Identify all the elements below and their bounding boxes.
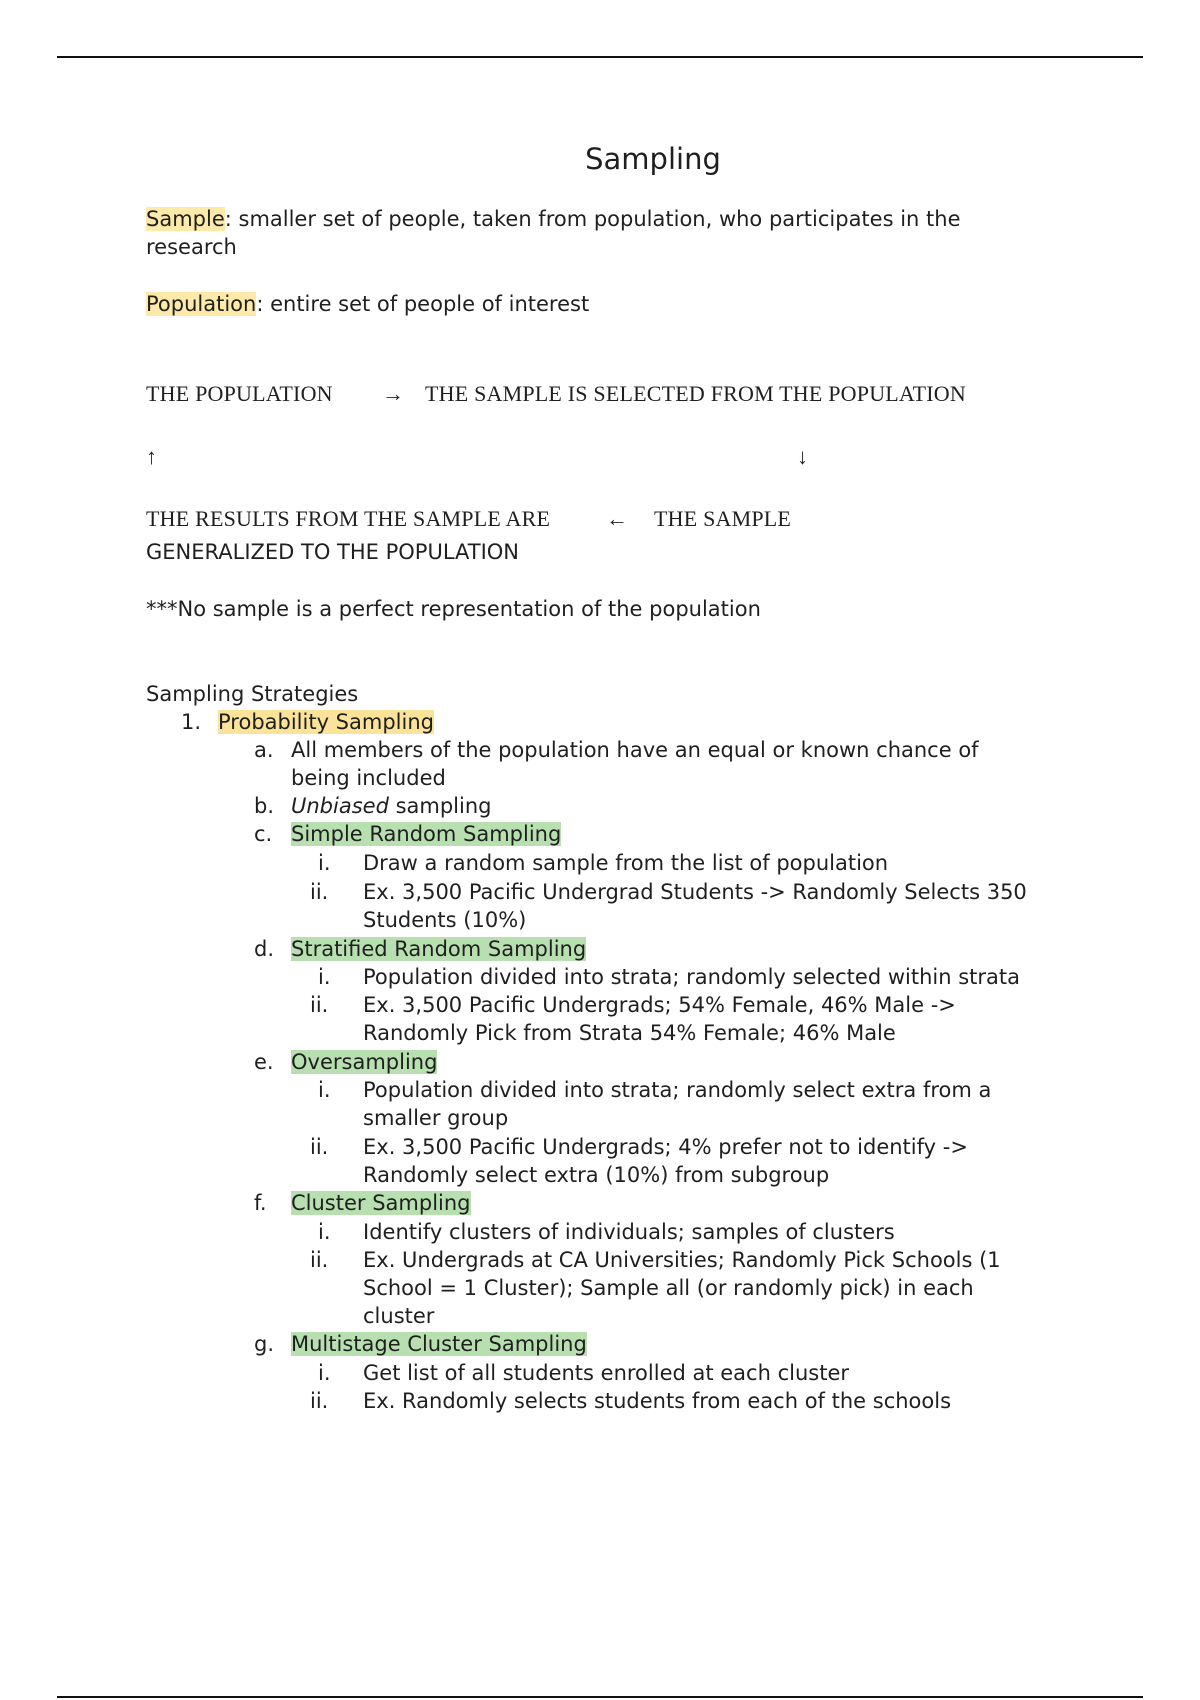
diagram-the-sample: THE SAMPLE bbox=[654, 506, 792, 531]
list-marker-g: g. bbox=[254, 1332, 275, 1356]
term-sample: Sample bbox=[146, 207, 225, 231]
label-stratified-random-sampling: Stratified Random Sampling bbox=[291, 937, 587, 961]
list-marker-1: 1. bbox=[181, 710, 202, 734]
arrow-up-icon: ↑ bbox=[146, 444, 158, 469]
list-item-e-i-line2: smaller group bbox=[363, 1106, 509, 1130]
list-marker-f-i: i. bbox=[318, 1220, 331, 1244]
list-marker-c-i: i. bbox=[318, 851, 331, 875]
list-item-g-i: Get list of all students enrolled at each cluster bbox=[363, 1361, 850, 1385]
note: ***No sample is a perfect representation of the population bbox=[146, 597, 761, 621]
list-marker-e-i: i. bbox=[318, 1078, 331, 1102]
arrow-down-icon: ↓ bbox=[797, 444, 809, 469]
definition-sample bbox=[146, 205, 961, 233]
label-oversampling: Oversampling bbox=[291, 1050, 438, 1074]
list-item-e-i-line1: Population divided into strata; randomly select extra from a bbox=[363, 1078, 992, 1102]
list-item-cluster-sampling bbox=[291, 1189, 471, 1217]
list-item-oversampling bbox=[291, 1048, 437, 1076]
definition-population-text: : entire set of people of interest bbox=[256, 292, 590, 316]
list-marker-c-ii: ii. bbox=[310, 880, 329, 904]
list-item-stratified-random-sampling bbox=[291, 935, 586, 963]
list-marker-e-ii: ii. bbox=[310, 1135, 329, 1159]
list-marker-g-ii: ii. bbox=[310, 1389, 329, 1413]
list-item-f-ii-line1: Ex. Undergrads at CA Universities; Randomly Pick Schools (1 bbox=[363, 1248, 1001, 1272]
label-probability-sampling: Probability Sampling bbox=[218, 710, 434, 734]
label-multistage-cluster-sampling: Multistage Cluster Sampling bbox=[291, 1332, 587, 1356]
page-title: Sampling bbox=[585, 142, 721, 176]
label-cluster-sampling: Cluster Sampling bbox=[291, 1191, 471, 1215]
list-marker-d: d. bbox=[254, 937, 275, 961]
list-item-f-ii-line2: School = 1 Cluster); Sample all (or randomly pick) in each bbox=[363, 1276, 974, 1300]
diagram-results-line1: THE RESULTS FROM THE SAMPLE ARE bbox=[146, 506, 551, 531]
list-marker-f-ii: ii. bbox=[310, 1248, 329, 1272]
list-item-a-line2: being included bbox=[291, 766, 446, 790]
list-item-simple-random-sampling bbox=[291, 820, 561, 848]
list-item-d-ii-line1: Ex. 3,500 Pacific Undergrads; 54% Female, 46% Male -> bbox=[363, 993, 956, 1017]
list-item-c-ii-line1: Ex. 3,500 Pacific Undergrad Students -> Randomly Selects 350 bbox=[363, 880, 1027, 904]
arrow-left-icon: ← bbox=[606, 506, 629, 531]
list-item-e-ii-line1: Ex. 3,500 Pacific Undergrads; 4% prefer not to identify -> bbox=[363, 1135, 968, 1159]
list-marker-e: e. bbox=[254, 1050, 274, 1074]
list-marker-f: f. bbox=[254, 1191, 267, 1215]
arrow-right-icon: → bbox=[382, 381, 405, 406]
diagram-results-line2: GENERALIZED TO THE POPULATION bbox=[146, 540, 520, 564]
list-marker-c: c. bbox=[254, 822, 273, 846]
list-marker-d-i: i. bbox=[318, 965, 331, 989]
list-item-g-ii: Ex. Randomly selects students from each of the schools bbox=[363, 1389, 952, 1413]
list-item-b-rest: sampling bbox=[388, 794, 492, 818]
unbiased-italic: Unbiased bbox=[291, 794, 389, 818]
list-item-c-ii-line2: Students (10%) bbox=[363, 908, 527, 932]
list-item-a-line1: All members of the population have an equal or known chance of bbox=[291, 738, 979, 762]
diagram-population: THE POPULATION bbox=[146, 381, 333, 406]
list-item-b bbox=[291, 792, 492, 820]
list-item-probability-sampling bbox=[218, 708, 434, 736]
top-rule bbox=[57, 56, 1143, 58]
definition-population bbox=[146, 290, 589, 318]
term-population: Population bbox=[146, 292, 257, 316]
list-item-d-ii-line2: Randomly Pick from Strata 54% Female; 46% Male bbox=[363, 1021, 896, 1045]
list-item-e-ii-line2: Randomly select extra (10%) from subgroup bbox=[363, 1163, 830, 1187]
definition-sample-text: : smaller set of people, taken from population, who participates in the bbox=[224, 207, 961, 231]
bottom-rule bbox=[57, 1696, 1143, 1698]
diagram-selected: THE SAMPLE IS SELECTED FROM THE POPULATION bbox=[425, 381, 966, 406]
list-marker-a: a. bbox=[254, 738, 274, 762]
list-item-f-i: Identify clusters of individuals; samples of clusters bbox=[363, 1220, 895, 1244]
list-item-c-i: Draw a random sample from the list of population bbox=[363, 851, 889, 875]
list-item-f-ii-line3: cluster bbox=[363, 1304, 435, 1328]
strategies-heading: Sampling Strategies bbox=[146, 682, 359, 706]
list-marker-b: b. bbox=[254, 794, 275, 818]
label-simple-random-sampling: Simple Random Sampling bbox=[291, 822, 562, 846]
list-marker-g-i: i. bbox=[318, 1361, 331, 1385]
list-item-multistage-cluster-sampling bbox=[291, 1330, 587, 1358]
list-marker-d-ii: ii. bbox=[310, 993, 329, 1017]
definition-sample-cont: research bbox=[146, 235, 237, 259]
list-item-d-i: Population divided into strata; randomly selected within strata bbox=[363, 965, 1020, 989]
